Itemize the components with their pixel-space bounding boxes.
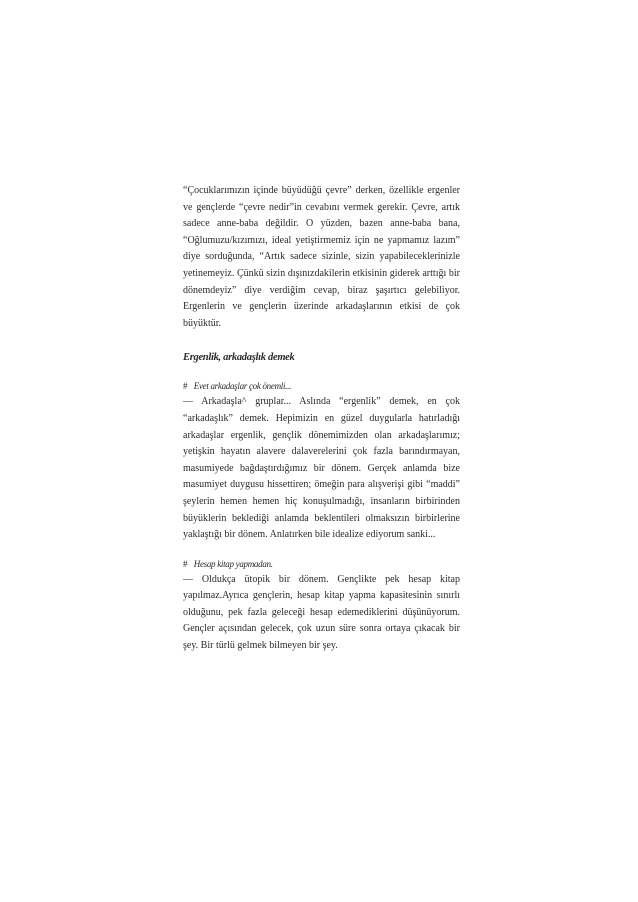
question-mark-symbol: # [183, 558, 188, 569]
question-text: Hesap kitap yapmadan. [193, 558, 273, 569]
question-1 [183, 378, 460, 394]
answer-1: — Arkadaşla^ gruplar... Aslında “ergenlik” demek, en çok “arkadaşlık” demek. Hepimizin en güzel duygularla hatırladığı arkadaşlar ergenlik, gençlik dönemimizden olan arkadaşlarımız; yetişkin hayatın alavere dalaverelerini çok fazla barındırmayan, masumiyede bağdaştırdığımız bir dönem. Gerçek anlamda bize masumiyet duygusu hissettiren; ömeğin para alışverişi gibi “maddi” şeylerin hemen hemen hiç konuşulmadığı, insanların birbirinden büyüklerin beklediği anlamda beklentileri olmaksızın birbirlerine yaklaştığı bir dönem. Anlatırken bile idealize ediyorum sanki... [183, 396, 460, 541]
question-text: Evet arkadaşlar çok önemli... [193, 381, 292, 392]
section-heading: Ergenlik, arkadaşlık demek [183, 352, 295, 364]
answer-2: — Oldukça ütopik bir dönem. Gençlikte pek hesap kitap yapılmaz.Ayrıca gençlerin, hesap kitap yapma kapasitesinin sınırlı olduğunu, pek fazla geleceği hesap edemediklerini düşünüyorum. Gençler açısından gelecek, çok uzun süre sonra ortaya çıkacak bir şey. Bir türlü gelmek bilmeyen bir şey. [183, 573, 460, 652]
question-2 [183, 556, 460, 572]
question-mark-symbol: # [183, 381, 188, 392]
page-text-block [183, 183, 460, 655]
intro-paragraph: “Çocuklarımızın içinde büyüdüğü çevre” derken, özellikle ergenler ve gençlerde “çevre nedir”in cevabını vermek gerekir. Çevre, artık sadece anne-baba değildir. O yüzden, bazen anne-baba bana, “Oğlumuzu/kızımızı, ideal yetiştirmemiz için ne yapmamız lazım” diye sorduğunda, “Artık sadece sizinle, sizin yapabileceklerinizle yetinemeyiz. Çünkü sizin dışınızdakilerin etkisinin giderek arttığı bir dönemdeyiz” diye verdiğim cevap, biraz şaşırtıcı gelebiliyor. Ergenlerin ve gençlerin üzerinde arkadaşlarının etkisi de çok büyüktür. [183, 185, 460, 329]
